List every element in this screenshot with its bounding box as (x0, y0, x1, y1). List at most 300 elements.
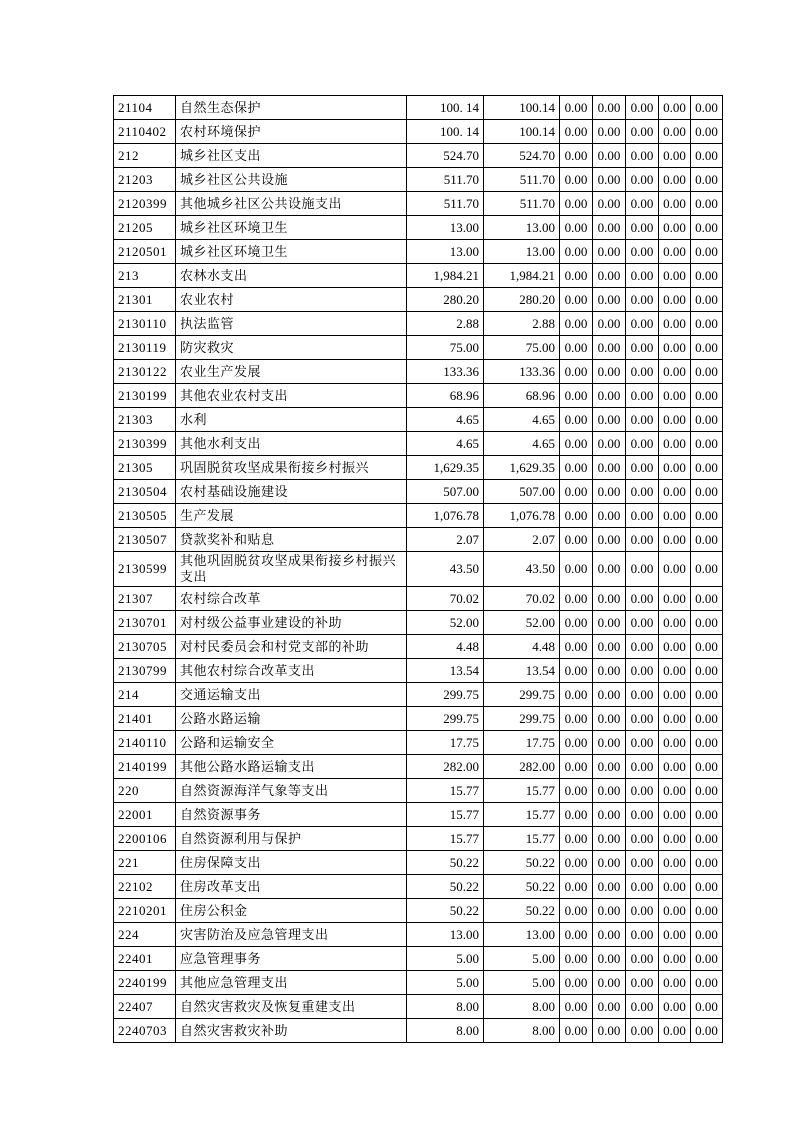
cell-amount-3: 0.00 (560, 1019, 593, 1043)
cell-amount-7: 0.00 (691, 851, 723, 875)
cell-amount-6: 0.00 (659, 408, 691, 432)
table-row (114, 923, 723, 947)
cell-amount-5: 0.00 (626, 120, 659, 144)
cell-subject-name: 水利 (176, 408, 407, 432)
table-row (114, 408, 723, 432)
cell-amount-6: 0.00 (659, 336, 691, 360)
cell-amount-3: 0.00 (560, 875, 593, 899)
cell-amount-1: 50.22 (407, 851, 484, 875)
cell-subject-name: 住房改革支出 (176, 875, 407, 899)
cell-amount-3: 0.00 (560, 216, 593, 240)
cell-amount-4: 0.00 (593, 312, 626, 336)
cell-code: 2130110 (114, 312, 176, 336)
cell-amount-7: 0.00 (691, 611, 723, 635)
cell-amount-7: 0.00 (691, 168, 723, 192)
cell-amount-2: 299.75 (484, 707, 560, 731)
cell-amount-5: 0.00 (626, 336, 659, 360)
table-row (114, 779, 723, 803)
cell-amount-1: 507.00 (407, 480, 484, 504)
cell-subject-name: 城乡社区环境卫生 (176, 240, 407, 264)
cell-amount-5: 0.00 (626, 96, 659, 120)
cell-amount-6: 0.00 (659, 552, 691, 587)
cell-code: 220 (114, 779, 176, 803)
cell-amount-7: 0.00 (691, 899, 723, 923)
cell-amount-3: 0.00 (560, 144, 593, 168)
cell-amount-6: 0.00 (659, 659, 691, 683)
cell-amount-1: 75.00 (407, 336, 484, 360)
cell-amount-4: 0.00 (593, 827, 626, 851)
cell-amount-2: 511.70 (484, 168, 560, 192)
cell-amount-3: 0.00 (560, 899, 593, 923)
cell-amount-1: 100. 14 (407, 120, 484, 144)
table-row (114, 1019, 723, 1043)
cell-amount-5: 0.00 (626, 384, 659, 408)
cell-amount-6: 0.00 (659, 707, 691, 731)
table-row (114, 96, 723, 120)
table-row (114, 552, 723, 587)
table-row (114, 611, 723, 635)
cell-amount-6: 0.00 (659, 432, 691, 456)
table-row (114, 803, 723, 827)
cell-subject-name: 其他公路水路运输支出 (176, 755, 407, 779)
cell-amount-2: 133.36 (484, 360, 560, 384)
cell-amount-2: 4.65 (484, 408, 560, 432)
cell-amount-7: 0.00 (691, 923, 723, 947)
table-row (114, 264, 723, 288)
cell-amount-4: 0.00 (593, 360, 626, 384)
cell-amount-6: 0.00 (659, 851, 691, 875)
cell-amount-1: 5.00 (407, 947, 484, 971)
cell-amount-5: 0.00 (626, 456, 659, 480)
cell-amount-7: 0.00 (691, 947, 723, 971)
cell-subject-name: 住房公积金 (176, 899, 407, 923)
cell-amount-7: 0.00 (691, 216, 723, 240)
cell-amount-6: 0.00 (659, 683, 691, 707)
cell-amount-4: 0.00 (593, 947, 626, 971)
table-row (114, 971, 723, 995)
cell-amount-4: 0.00 (593, 408, 626, 432)
cell-amount-3: 0.00 (560, 755, 593, 779)
cell-amount-6: 0.00 (659, 120, 691, 144)
cell-subject-name: 公路和运输安全 (176, 731, 407, 755)
cell-amount-7: 0.00 (691, 456, 723, 480)
cell-subject-name: 自然灾害救灾补助 (176, 1019, 407, 1043)
cell-amount-7: 0.00 (691, 731, 723, 755)
cell-amount-3: 0.00 (560, 96, 593, 120)
cell-amount-1: 282.00 (407, 755, 484, 779)
cell-amount-6: 0.00 (659, 803, 691, 827)
cell-amount-4: 0.00 (593, 216, 626, 240)
cell-amount-4: 0.00 (593, 899, 626, 923)
cell-amount-3: 0.00 (560, 923, 593, 947)
table-row (114, 144, 723, 168)
cell-amount-1: 524.70 (407, 144, 484, 168)
cell-subject-name: 其他水利支出 (176, 432, 407, 456)
cell-code: 2120399 (114, 192, 176, 216)
cell-subject-name: 其他巩固脱贫攻坚成果衔接乡村振兴支出 (176, 552, 407, 587)
cell-amount-2: 52.00 (484, 611, 560, 635)
cell-amount-5: 0.00 (626, 312, 659, 336)
cell-amount-3: 0.00 (560, 360, 593, 384)
cell-amount-6: 0.00 (659, 923, 691, 947)
cell-subject-name: 交通运输支出 (176, 683, 407, 707)
cell-amount-2: 5.00 (484, 971, 560, 995)
cell-code: 22407 (114, 995, 176, 1019)
cell-amount-7: 0.00 (691, 827, 723, 851)
cell-code: 2130505 (114, 504, 176, 528)
table-row (114, 755, 723, 779)
cell-amount-4: 0.00 (593, 875, 626, 899)
cell-amount-3: 0.00 (560, 947, 593, 971)
cell-code: 2130399 (114, 432, 176, 456)
cell-amount-6: 0.00 (659, 504, 691, 528)
table-row (114, 336, 723, 360)
cell-amount-4: 0.00 (593, 611, 626, 635)
cell-amount-5: 0.00 (626, 875, 659, 899)
cell-amount-7: 0.00 (691, 144, 723, 168)
cell-amount-1: 4.65 (407, 408, 484, 432)
cell-amount-3: 0.00 (560, 995, 593, 1019)
cell-amount-7: 0.00 (691, 707, 723, 731)
cell-code: 2240703 (114, 1019, 176, 1043)
cell-amount-2: 13.00 (484, 216, 560, 240)
cell-amount-6: 0.00 (659, 779, 691, 803)
cell-code: 2130507 (114, 528, 176, 552)
cell-amount-4: 0.00 (593, 384, 626, 408)
cell-amount-2: 524.70 (484, 144, 560, 168)
cell-amount-7: 0.00 (691, 240, 723, 264)
table-row (114, 168, 723, 192)
cell-code: 21203 (114, 168, 176, 192)
cell-amount-5: 0.00 (626, 635, 659, 659)
cell-code: 2130705 (114, 635, 176, 659)
cell-code: 2130504 (114, 480, 176, 504)
cell-code: 22401 (114, 947, 176, 971)
cell-amount-2: 2.88 (484, 312, 560, 336)
cell-amount-4: 0.00 (593, 779, 626, 803)
table-row (114, 528, 723, 552)
table-row (114, 899, 723, 923)
cell-subject-name: 自然资源利用与保护 (176, 827, 407, 851)
cell-amount-3: 0.00 (560, 336, 593, 360)
cell-amount-4: 0.00 (593, 192, 626, 216)
cell-amount-4: 0.00 (593, 144, 626, 168)
cell-amount-1: 15.77 (407, 827, 484, 851)
cell-amount-6: 0.00 (659, 827, 691, 851)
cell-subject-name: 城乡社区公共设施 (176, 168, 407, 192)
cell-amount-6: 0.00 (659, 216, 691, 240)
cell-amount-3: 0.00 (560, 552, 593, 587)
cell-amount-1: 4.65 (407, 432, 484, 456)
cell-amount-3: 0.00 (560, 803, 593, 827)
cell-amount-5: 0.00 (626, 923, 659, 947)
cell-subject-name: 其他农村综合改革支出 (176, 659, 407, 683)
cell-amount-1: 43.50 (407, 552, 484, 587)
cell-amount-4: 0.00 (593, 336, 626, 360)
cell-amount-1: 13.00 (407, 240, 484, 264)
cell-amount-4: 0.00 (593, 264, 626, 288)
cell-amount-5: 0.00 (626, 947, 659, 971)
cell-amount-3: 0.00 (560, 731, 593, 755)
cell-amount-6: 0.00 (659, 456, 691, 480)
cell-amount-3: 0.00 (560, 432, 593, 456)
cell-amount-2: 280.20 (484, 288, 560, 312)
cell-code: 2130119 (114, 336, 176, 360)
cell-amount-4: 0.00 (593, 96, 626, 120)
cell-subject-name: 农村环境保护 (176, 120, 407, 144)
cell-amount-7: 0.00 (691, 875, 723, 899)
cell-amount-3: 0.00 (560, 504, 593, 528)
cell-amount-6: 0.00 (659, 264, 691, 288)
cell-amount-4: 0.00 (593, 851, 626, 875)
cell-amount-3: 0.00 (560, 851, 593, 875)
cell-amount-4: 0.00 (593, 456, 626, 480)
cell-amount-2: 15.77 (484, 803, 560, 827)
cell-amount-1: 1,629.35 (407, 456, 484, 480)
cell-amount-5: 0.00 (626, 899, 659, 923)
table-row (114, 947, 723, 971)
cell-amount-5: 0.00 (626, 360, 659, 384)
cell-amount-5: 0.00 (626, 192, 659, 216)
cell-subject-name: 防灾救灾 (176, 336, 407, 360)
cell-amount-5: 0.00 (626, 528, 659, 552)
cell-subject-name: 对村级公益事业建设的补助 (176, 611, 407, 635)
cell-code: 2130599 (114, 552, 176, 587)
cell-amount-6: 0.00 (659, 635, 691, 659)
cell-amount-4: 0.00 (593, 288, 626, 312)
table-row (114, 587, 723, 611)
cell-amount-1: 50.22 (407, 875, 484, 899)
budget-expenditure-table (113, 95, 723, 1043)
cell-code: 2240199 (114, 971, 176, 995)
cell-amount-2: 299.75 (484, 683, 560, 707)
cell-code: 2140110 (114, 731, 176, 755)
cell-amount-6: 0.00 (659, 611, 691, 635)
cell-amount-1: 100. 14 (407, 96, 484, 120)
cell-amount-4: 0.00 (593, 923, 626, 947)
table-row (114, 456, 723, 480)
table-row (114, 635, 723, 659)
cell-amount-5: 0.00 (626, 827, 659, 851)
cell-code: 221 (114, 851, 176, 875)
cell-amount-2: 13.54 (484, 659, 560, 683)
cell-subject-name: 其他农业农村支出 (176, 384, 407, 408)
cell-subject-name: 对村民委员会和村党支部的补助 (176, 635, 407, 659)
cell-amount-6: 0.00 (659, 240, 691, 264)
cell-amount-3: 0.00 (560, 779, 593, 803)
cell-amount-2: 50.22 (484, 875, 560, 899)
cell-amount-5: 0.00 (626, 995, 659, 1019)
cell-amount-1: 13.00 (407, 216, 484, 240)
cell-amount-1: 68.96 (407, 384, 484, 408)
cell-amount-6: 0.00 (659, 995, 691, 1019)
cell-amount-7: 0.00 (691, 552, 723, 587)
cell-amount-2: 5.00 (484, 947, 560, 971)
cell-amount-5: 0.00 (626, 779, 659, 803)
cell-amount-6: 0.00 (659, 899, 691, 923)
cell-code: 212 (114, 144, 176, 168)
cell-amount-7: 0.00 (691, 480, 723, 504)
cell-amount-5: 0.00 (626, 480, 659, 504)
cell-amount-4: 0.00 (593, 635, 626, 659)
cell-amount-3: 0.00 (560, 120, 593, 144)
cell-amount-4: 0.00 (593, 803, 626, 827)
cell-amount-1: 511.70 (407, 168, 484, 192)
cell-code: 21401 (114, 707, 176, 731)
cell-subject-name: 其他城乡社区公共设施支出 (176, 192, 407, 216)
cell-amount-3: 0.00 (560, 408, 593, 432)
cell-amount-7: 0.00 (691, 384, 723, 408)
cell-amount-4: 0.00 (593, 659, 626, 683)
cell-subject-name: 执法监管 (176, 312, 407, 336)
cell-code: 22102 (114, 875, 176, 899)
cell-amount-6: 0.00 (659, 947, 691, 971)
cell-amount-2: 4.48 (484, 635, 560, 659)
cell-amount-3: 0.00 (560, 659, 593, 683)
cell-amount-4: 0.00 (593, 528, 626, 552)
cell-subject-name: 应急管理事务 (176, 947, 407, 971)
cell-amount-1: 17.75 (407, 731, 484, 755)
cell-amount-5: 0.00 (626, 144, 659, 168)
cell-amount-2: 100.14 (484, 96, 560, 120)
cell-amount-5: 0.00 (626, 683, 659, 707)
cell-subject-name: 生产发展 (176, 504, 407, 528)
cell-amount-1: 133.36 (407, 360, 484, 384)
cell-code: 21307 (114, 587, 176, 611)
cell-amount-5: 0.00 (626, 971, 659, 995)
cell-amount-1: 511.70 (407, 192, 484, 216)
cell-subject-name: 自然灾害救灾及恢复重建支出 (176, 995, 407, 1019)
cell-amount-3: 0.00 (560, 635, 593, 659)
cell-amount-1: 1,076.78 (407, 504, 484, 528)
cell-code: 214 (114, 683, 176, 707)
cell-amount-3: 0.00 (560, 192, 593, 216)
cell-code: 21104 (114, 96, 176, 120)
cell-code: 2130122 (114, 360, 176, 384)
cell-amount-1: 52.00 (407, 611, 484, 635)
cell-amount-5: 0.00 (626, 552, 659, 587)
cell-amount-4: 0.00 (593, 432, 626, 456)
cell-amount-2: 15.77 (484, 779, 560, 803)
cell-subject-name: 城乡社区环境卫生 (176, 216, 407, 240)
cell-amount-1: 8.00 (407, 995, 484, 1019)
cell-amount-3: 0.00 (560, 587, 593, 611)
cell-amount-5: 0.00 (626, 611, 659, 635)
cell-amount-7: 0.00 (691, 587, 723, 611)
cell-code: 21301 (114, 288, 176, 312)
cell-amount-3: 0.00 (560, 240, 593, 264)
cell-amount-2: 75.00 (484, 336, 560, 360)
cell-amount-5: 0.00 (626, 240, 659, 264)
cell-subject-name: 公路水路运输 (176, 707, 407, 731)
table-row (114, 827, 723, 851)
cell-code: 2140199 (114, 755, 176, 779)
cell-amount-4: 0.00 (593, 683, 626, 707)
cell-amount-3: 0.00 (560, 384, 593, 408)
cell-amount-2: 1,076.78 (484, 504, 560, 528)
cell-code: 21303 (114, 408, 176, 432)
cell-amount-3: 0.00 (560, 312, 593, 336)
cell-amount-2: 50.22 (484, 851, 560, 875)
cell-amount-6: 0.00 (659, 96, 691, 120)
cell-amount-2: 15.77 (484, 827, 560, 851)
table-row (114, 851, 723, 875)
cell-amount-7: 0.00 (691, 635, 723, 659)
cell-amount-3: 0.00 (560, 168, 593, 192)
cell-code: 2130199 (114, 384, 176, 408)
cell-amount-5: 0.00 (626, 216, 659, 240)
table-row (114, 360, 723, 384)
cell-amount-4: 0.00 (593, 552, 626, 587)
cell-amount-5: 0.00 (626, 408, 659, 432)
cell-subject-name: 农业农村 (176, 288, 407, 312)
cell-amount-2: 8.00 (484, 995, 560, 1019)
cell-amount-7: 0.00 (691, 288, 723, 312)
cell-amount-7: 0.00 (691, 995, 723, 1019)
cell-amount-7: 0.00 (691, 683, 723, 707)
cell-amount-2: 8.00 (484, 1019, 560, 1043)
cell-amount-1: 50.22 (407, 899, 484, 923)
cell-amount-6: 0.00 (659, 480, 691, 504)
cell-amount-5: 0.00 (626, 851, 659, 875)
table-row (114, 192, 723, 216)
cell-amount-1: 70.02 (407, 587, 484, 611)
cell-amount-2: 282.00 (484, 755, 560, 779)
cell-amount-2: 4.65 (484, 432, 560, 456)
cell-amount-6: 0.00 (659, 971, 691, 995)
cell-amount-2: 1,984.21 (484, 264, 560, 288)
table-row (114, 875, 723, 899)
cell-code: 21205 (114, 216, 176, 240)
cell-amount-1: 15.77 (407, 803, 484, 827)
cell-amount-4: 0.00 (593, 731, 626, 755)
table-row (114, 683, 723, 707)
cell-amount-5: 0.00 (626, 1019, 659, 1043)
cell-amount-1: 8.00 (407, 1019, 484, 1043)
cell-amount-7: 0.00 (691, 264, 723, 288)
cell-amount-6: 0.00 (659, 288, 691, 312)
cell-amount-5: 0.00 (626, 731, 659, 755)
cell-subject-name: 自然生态保护 (176, 96, 407, 120)
table-row (114, 240, 723, 264)
cell-amount-5: 0.00 (626, 659, 659, 683)
cell-amount-7: 0.00 (691, 528, 723, 552)
cell-amount-1: 280.20 (407, 288, 484, 312)
cell-code: 2210201 (114, 899, 176, 923)
cell-subject-name: 城乡社区支出 (176, 144, 407, 168)
cell-amount-1: 4.48 (407, 635, 484, 659)
cell-amount-3: 0.00 (560, 288, 593, 312)
cell-amount-3: 0.00 (560, 611, 593, 635)
cell-amount-7: 0.00 (691, 336, 723, 360)
cell-amount-6: 0.00 (659, 168, 691, 192)
cell-amount-6: 0.00 (659, 587, 691, 611)
cell-amount-1: 2.88 (407, 312, 484, 336)
cell-amount-4: 0.00 (593, 587, 626, 611)
cell-amount-1: 1,984.21 (407, 264, 484, 288)
cell-amount-2: 13.00 (484, 923, 560, 947)
cell-amount-6: 0.00 (659, 384, 691, 408)
cell-amount-6: 0.00 (659, 755, 691, 779)
cell-amount-3: 0.00 (560, 480, 593, 504)
cell-amount-4: 0.00 (593, 995, 626, 1019)
cell-amount-7: 0.00 (691, 803, 723, 827)
cell-amount-2: 17.75 (484, 731, 560, 755)
cell-amount-6: 0.00 (659, 312, 691, 336)
table-row (114, 504, 723, 528)
cell-amount-7: 0.00 (691, 120, 723, 144)
cell-code: 2110402 (114, 120, 176, 144)
